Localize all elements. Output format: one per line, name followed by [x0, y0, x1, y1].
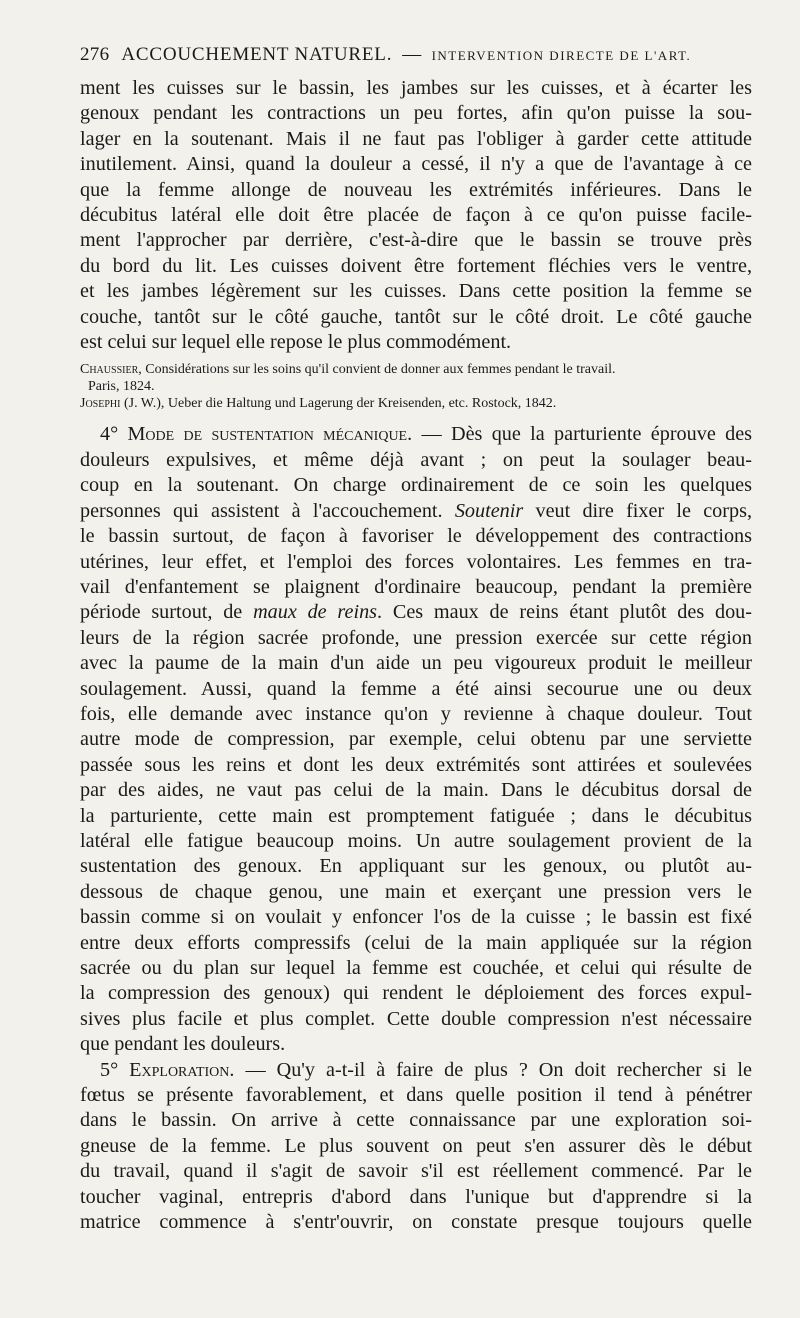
- text-line: gneuse de la femme. Le plus souvent on peut s'en assurer dès le début: [80, 1134, 752, 1157]
- text-line: que pendant les douleurs.: [80, 1033, 286, 1056]
- text-fragment: période surtout, de: [80, 601, 254, 624]
- section-number: 5°: [100, 1058, 119, 1081]
- text-line: vail d'enfantement se plaignent d'ordinaire beaucoup, pendant la première: [80, 575, 752, 598]
- emphasis-maux-de-reins: maux de reins: [253, 601, 378, 624]
- bibliography-references: [80, 361, 752, 412]
- text-line: que la femme allonge de nouveau les extrémités inférieures. Dans le: [80, 178, 752, 201]
- text-line: bassin comme si on voulait y enfoncer l'os de la cuisse ; le bassin est fixé: [80, 906, 752, 929]
- text-line: genoux pendant les contractions un peu fortes, afin qu'on puisse la sou-: [80, 102, 752, 125]
- section-number: 4°: [100, 423, 119, 446]
- text-line: passée sous les reins et dont les deux extrémités sont attirées et soulevées: [80, 753, 752, 776]
- text-line: fois, elle demande avec instance qu'on y revienne à chaque douleur. Tout: [80, 702, 752, 725]
- text-line: et les jambes légèrement sur les cuisses. Dans cette position la femme se: [80, 280, 752, 303]
- text-fragment: . Ces maux de reins étant plutôt des dou-: [377, 601, 752, 624]
- heading-dash: —: [412, 423, 451, 446]
- text-line: ment les cuisses sur le bassin, les jambes sur les cuisses, et à écarter les: [80, 77, 752, 99]
- text-line: sives plus facile et plus complet. Cette double compression n'est nécessaire: [80, 1007, 752, 1030]
- heading-rest: Qu'y a-t-il à faire de plus ? On doit rechercher si le: [276, 1058, 753, 1081]
- paragraph-positions: [80, 76, 752, 355]
- text-line: avec la paume de la main d'un aide un peu vigoureux produit le meilleur: [80, 652, 752, 675]
- text-line: la parturiente, cette main est promptement fatiguée ; dans le décubitus: [80, 804, 752, 827]
- text-line: du bord du lit. Les cuisses doivent être fortement fléchies vers le ventre,: [80, 254, 752, 277]
- text-line: [80, 600, 752, 625]
- reference-author: Josephi: [80, 396, 121, 412]
- reference-josephi: [80, 395, 752, 412]
- reference-continuation: Paris, 1824.: [88, 379, 155, 395]
- section-title: INTERVENTION DIRECTE DE L'ART.: [431, 48, 692, 63]
- header-dash: —: [402, 44, 422, 65]
- section-heading-line: [80, 1058, 752, 1083]
- text-line: couche, tantôt sur le côté gauche, tantôt sur le côté droit. Le côté gauche: [80, 305, 752, 328]
- chapter-title: ACCOUCHEMENT NATUREL.: [121, 44, 393, 65]
- text-line: fœtus se présente favorablement, et dans quelle position il tend à pénétrer: [80, 1084, 752, 1107]
- text-line: soulagement. Aussi, quand la femme a été ainsi secourue une ou deux: [80, 677, 752, 700]
- text-line: ment l'approcher par derrière, c'est-à-dire que le bassin se trouve près: [80, 229, 752, 252]
- text-line: inutilement. Ainsi, quand la douleur a cessé, il n'y a que de l'avantage à ce: [80, 153, 752, 176]
- heading-dash: —: [234, 1058, 277, 1081]
- text-line: latéral elle fatigue beaucoup moins. Un autre soulagement provient de la: [80, 829, 752, 852]
- text-line: le bassin surtout, de façon à favoriser le développement des contractions: [80, 525, 752, 548]
- text-line: décubitus latéral elle doit être placée de façon à ce qu'on puisse facile-: [80, 204, 752, 227]
- text-fragment: personnes qui assistent à l'accouchement.: [80, 499, 455, 522]
- text-fragment: veut dire fixer le corps,: [523, 499, 752, 522]
- text-line: matrice commence à s'entr'ouvrir, on constate presque toujours quelle: [80, 1211, 752, 1234]
- reference-chaussier: [80, 361, 752, 395]
- section-heading: Exploration.: [129, 1058, 235, 1081]
- text-line: toucher vaginal, entrepris d'abord dans l'unique but d'apprendre si la: [80, 1185, 752, 1208]
- text-line: sacrée ou du plan sur lequel la femme est couchée, et celui qui résulte de: [80, 957, 752, 979]
- text-line: [80, 499, 752, 524]
- reference-text: (J. W.), Ueber die Haltung und Lagerung der Kreisenden, etc. Rostock, 1842.: [120, 396, 557, 412]
- reference-text: , Considérations sur les soins qu'il convient de donner aux femmes pendant le travail.: [138, 362, 616, 378]
- text-line: du travail, quand il s'agit de savoir s'il est réellement commencé. Par le: [80, 1160, 752, 1183]
- text-line: par des aides, ne vaut pas celui de la main. Dans le décubitus dorsal de: [80, 779, 752, 802]
- text-line: est celui sur lequel elle repose le plus commodément.: [80, 331, 512, 354]
- text-line: coup en la soutenant. On charge ordinairement de ce soin les quelques: [80, 474, 752, 497]
- section-5-exploration: [80, 1058, 752, 1236]
- text-line: dessous de chaque genou, une main et exerçant une pression vers le: [80, 880, 752, 903]
- section-heading-line: [80, 422, 752, 447]
- text-line: sustentation des genoux. En appliquant sur les genoux, ou plutôt au-: [80, 855, 752, 878]
- text-line: leurs de la région sacrée profonde, une pression exercée sur cette région: [80, 626, 752, 649]
- text-line: dans le bassin. On arrive à cette connaissance par une exploration soi-: [80, 1109, 752, 1132]
- main-text: [80, 76, 752, 1235]
- page-number: 276: [80, 44, 110, 65]
- emphasis-soutenir: Soutenir: [454, 499, 524, 522]
- text-line: douleurs expulsives, et même déjà avant ; on peut la soulager beau-: [80, 448, 752, 471]
- text-line: utérines, leur effet, et l'emploi des forces volontaires. Les femmes en tra-: [80, 550, 752, 573]
- section-heading: Mode de sustentation mécanique.: [127, 423, 413, 446]
- running-header: [80, 44, 752, 76]
- text-line: autre mode de compression, par exemple, celui obtenu par une serviette: [80, 728, 752, 751]
- heading-rest: Dès que la parturiente éprouve des: [450, 423, 753, 446]
- section-4-mechanical-support: [80, 422, 752, 1057]
- text-line: lager en la soutenant. Mais il ne faut pas l'obliger à garder cette attitude: [80, 127, 752, 150]
- reference-author: Chaussier: [80, 362, 139, 378]
- text-line: la compression des genoux) qui rendent le déploiement des forces expul-: [80, 982, 752, 1005]
- text-line: entre deux efforts compressifs (celui de la main appliquée sur la région: [80, 931, 752, 954]
